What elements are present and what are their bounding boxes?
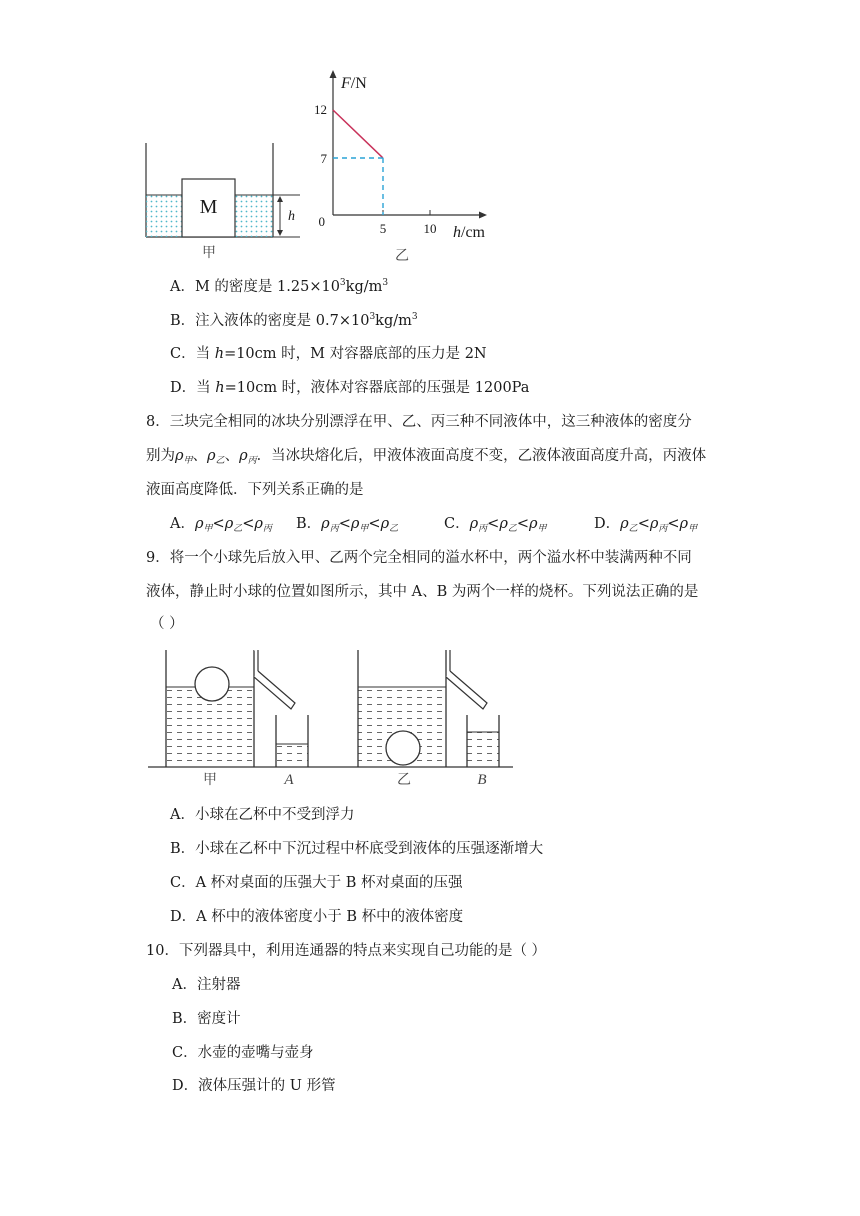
jia-spout bbox=[254, 671, 295, 709]
h-label: h bbox=[288, 209, 295, 224]
y-axis-label: F/N bbox=[341, 75, 367, 92]
overflow-cups-figure bbox=[145, 645, 520, 790]
yi-ball bbox=[386, 731, 420, 765]
q8-line-2: 别为$\rho_甲$、$\rho_乙$、$\rho_丙$．当冰块熔化后，甲液体液面高度不变，乙液体液面高度升高，丙液体 bbox=[146, 448, 707, 466]
container-figure-jia bbox=[140, 135, 310, 260]
cup-yi-label: 乙 bbox=[397, 772, 411, 788]
q9-line-3: （ ） bbox=[150, 616, 184, 632]
x-tick-10: 10 bbox=[423, 221, 437, 236]
q8-option-d: D．$\rho_乙<\rho_丙<\rho_甲$ bbox=[594, 516, 698, 534]
force-line bbox=[333, 110, 383, 158]
y-tick-12: 12 bbox=[314, 102, 327, 117]
q8-option-a: A．$\rho_甲<\rho_乙<\rho_丙$ bbox=[170, 516, 272, 534]
yi-caption: 乙 bbox=[395, 248, 409, 264]
q9-option-c: C．A 杯对桌面的压强大于 B 杯对桌面的压强 bbox=[170, 875, 463, 891]
q10-option-c: C．水壶的壶嘴与壶身 bbox=[172, 1045, 314, 1061]
origin-label: 0 bbox=[318, 214, 325, 229]
q9-option-d: D．A 杯中的液体密度小于 B 杯中的液体密度 bbox=[170, 909, 464, 925]
q9-line-1: 9．将一个小球先后放入甲、乙两个完全相同的溢水杯中，两个溢水杯中装满两种不同 bbox=[146, 550, 692, 566]
q10-stem: 10．下列器具中，利用连通器的特点来实现自己功能的是（ ） bbox=[146, 943, 547, 959]
cup-jia-label: 甲 bbox=[203, 772, 217, 788]
x-axis-label: h/cm bbox=[453, 224, 485, 241]
q8-option-b: B．$\rho_丙<\rho_甲<\rho_乙$ bbox=[296, 516, 399, 534]
liquid-left bbox=[146, 195, 182, 237]
q10-option-d: D．液体压强计的 U 形管 bbox=[172, 1078, 336, 1094]
q7-option-a: A．M 的密度是 $1.25\times 10^3kg/m^3$ bbox=[170, 278, 389, 295]
a-liquid bbox=[276, 744, 308, 767]
q8-option-c: C．$\rho_丙<\rho_乙<\rho_甲$ bbox=[444, 516, 547, 534]
beaker-a-label: A bbox=[284, 772, 294, 788]
q9-line-2: 液体，静止时小球的位置如图所示，其中 A、B 为两个一样的烧杯。下列说法正确的是 bbox=[146, 584, 699, 600]
q7-option-c: C．当 h=10cm 时，M 对容器底部的压力是 2N bbox=[170, 346, 487, 362]
jia-ball bbox=[195, 667, 229, 701]
q7-option-b: B．注入液体的密度是 $0.7\times 10^3kg/m^3$ bbox=[170, 312, 418, 329]
yi-spout bbox=[446, 671, 487, 709]
x-tick-5: 5 bbox=[379, 221, 387, 236]
jia-caption: 甲 bbox=[202, 245, 216, 260]
q8-line-1: 8．三块完全相同的冰块分别漂浮在甲、乙、丙三种不同液体中，这三种液体的密度分 bbox=[146, 414, 692, 430]
block-m-label: M bbox=[199, 196, 218, 218]
q8-line-3: 液面高度降低．下列关系正确的是 bbox=[146, 482, 364, 498]
q9-option-b: B．小球在乙杯中下沉过程中杯底受到液体的压强逐渐增大 bbox=[170, 841, 544, 857]
y-tick-7: 7 bbox=[320, 151, 327, 166]
b-liquid bbox=[467, 732, 499, 767]
q7-option-d: D．当 h=10cm 时，液体对容器底部的压强是 1200Pa bbox=[170, 380, 530, 396]
q9-option-a: A．小球在乙杯中不受到浮力 bbox=[170, 807, 355, 823]
q10-option-a: A．注射器 bbox=[172, 977, 241, 993]
beaker-b-label: B bbox=[477, 772, 487, 788]
liquid-right bbox=[235, 195, 273, 237]
force-depth-graph bbox=[305, 68, 505, 268]
q10-option-b: B．密度计 bbox=[172, 1011, 241, 1027]
